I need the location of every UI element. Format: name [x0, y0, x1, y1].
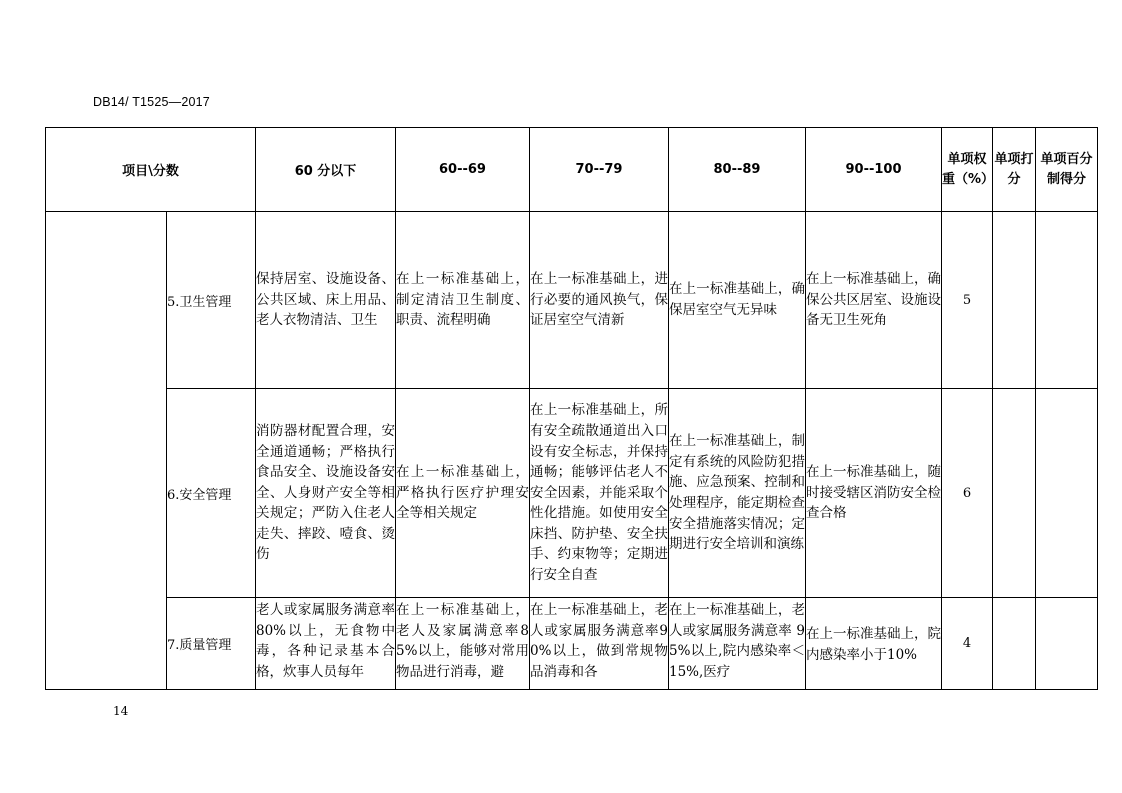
weight-value: 4 [942, 598, 993, 690]
table-row [46, 389, 1098, 598]
header-below-60: 60 分以下 [256, 128, 396, 212]
criteria-80-89: 在上一标准基础上，确保居室空气无异味 [669, 212, 806, 389]
category-label: 7.质量管理 [167, 598, 256, 690]
weight-value: 5 [942, 212, 993, 389]
criteria-90-100: 在上一标准基础上，确保公共区居室、设施设备无卫生死角 [806, 212, 942, 389]
group-cell-empty [46, 212, 167, 690]
criteria-60-69: 在上一标准基础上，制定清洁卫生制度、职责、流程明确 [396, 212, 530, 389]
header-percent-score: 单项百分制得分 [1036, 128, 1098, 212]
score-cell[interactable] [993, 212, 1036, 389]
score-cell[interactable] [993, 389, 1036, 598]
percent-score-cell[interactable] [1036, 389, 1098, 598]
document-code: DB14/ T1525—2017 [93, 95, 210, 109]
category-label: 6.安全管理 [167, 389, 256, 598]
header-score: 单项打分 [993, 128, 1036, 212]
evaluation-table [45, 127, 1098, 690]
header-90-100: 90--100 [806, 128, 942, 212]
page-number: 14 [113, 704, 129, 718]
header-item-score: 项目\分数 [46, 128, 256, 212]
table-row [46, 212, 1098, 389]
criteria-90-100: 在上一标准基础上，随时接受辖区消防安全检查合格 [806, 389, 942, 598]
table-header-row [46, 128, 1098, 212]
header-80-89: 80--89 [669, 128, 806, 212]
header-weight: 单项权重（%） [942, 128, 993, 212]
criteria-60-69: 在上一标准基础上，严格执行医疗护理安全等相关规定 [396, 389, 530, 598]
category-label: 5.卫生管理 [167, 212, 256, 389]
percent-score-cell[interactable] [1036, 598, 1098, 690]
criteria-80-89: 在上一标准基础上，老人或家属服务满意率 95%以上,院内感染率＜15%,医疗 [669, 598, 806, 690]
criteria-70-79: 在上一标准基础上，老人或家属服务满意率90%以上，做到常规物品消毒和各 [530, 598, 669, 690]
criteria-below-60: 消防器材配置合理，安全通道通畅；严格执行食品安全、设施设备安全、人身财产安全等相关规定；严防入住老人走失、摔跤、噎食、烫伤 [256, 389, 396, 598]
criteria-60-69: 在上一标准基础上，老人及家属满意率85%以上，能够对常用物品进行消毒，避 [396, 598, 530, 690]
weight-value: 6 [942, 389, 993, 598]
percent-score-cell[interactable] [1036, 212, 1098, 389]
table-row [46, 598, 1098, 690]
header-60-69: 60--69 [396, 128, 530, 212]
header-70-79: 70--79 [530, 128, 669, 212]
score-cell[interactable] [993, 598, 1036, 690]
criteria-below-60: 保持居室、设施设备、公共区域、床上用品、老人衣物清洁、卫生 [256, 212, 396, 389]
criteria-80-89: 在上一标准基础上，制定有系统的风险防犯措施、应急预案、控制和处理程序，能定期检查安全措施落实情况；定期进行安全培训和演练 [669, 389, 806, 598]
criteria-70-79: 在上一标准基础上，所有安全疏散通道出入口设有安全标志，并保持通畅；能够评估老人不安全因素，并能采取个性化措施。如使用安全床挡、防护垫、安全扶手、约束物等；定期进行安全自查 [530, 389, 669, 598]
criteria-below-60: 老人或家属服务满意率80%以上，无食物中毒，各种记录基本合格，炊事人员每年 [256, 598, 396, 690]
criteria-70-79: 在上一标准基础上，进行必要的通风换气，保证居室空气清新 [530, 212, 669, 389]
criteria-90-100: 在上一标准基础上，院内感染率小于10% [806, 598, 942, 690]
